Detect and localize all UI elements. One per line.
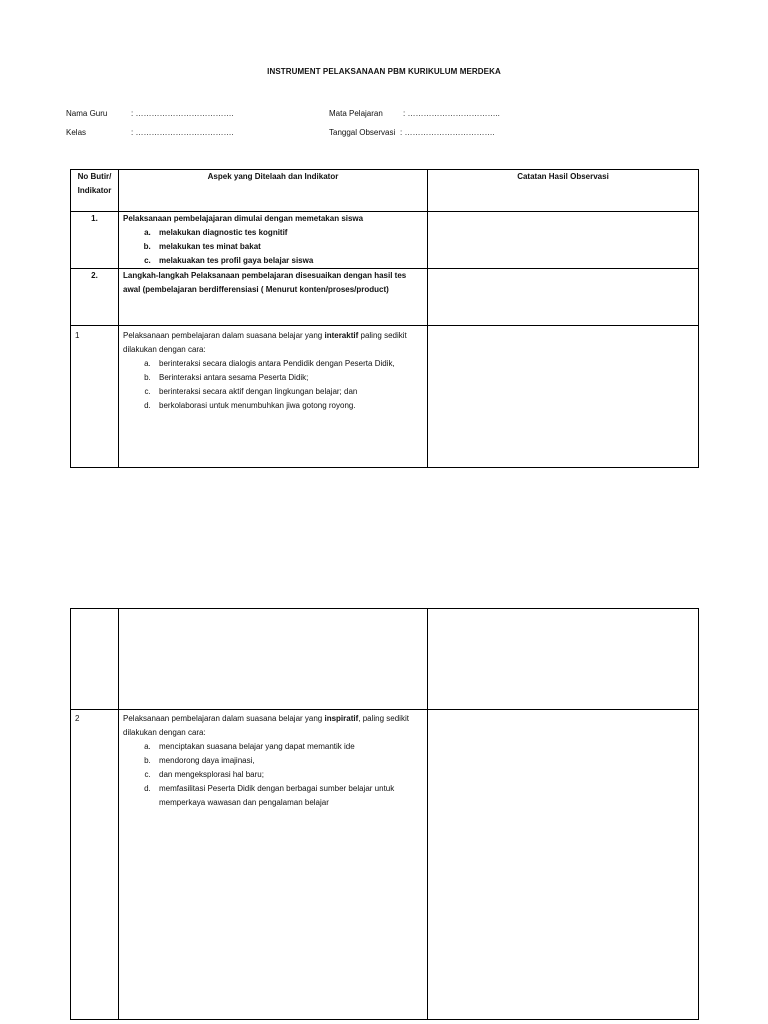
table-row xyxy=(71,269,699,326)
indicator-list xyxy=(123,740,423,810)
list-item: b. Berinteraksi antara sesama Peserta Didik; xyxy=(153,371,423,385)
kelas-label: Kelas xyxy=(66,128,87,137)
table-row xyxy=(71,609,699,710)
row-number: 2. xyxy=(71,269,119,326)
row-aspek xyxy=(119,212,428,269)
kelas-value: : ………………………………. xyxy=(131,128,234,137)
row-aspek xyxy=(119,269,428,326)
list-item: c. melakuakan tes profil gaya belajar siswa xyxy=(153,254,423,268)
row-number: 2 xyxy=(71,710,119,1020)
row-aspek xyxy=(119,326,428,468)
row-title: Pelaksanaan pembelajajaran dimulai dengan memetakan siswa xyxy=(123,214,364,223)
list-item: a. berinteraksi secara dialogis antara Pendidik dengan Peserta Didik, xyxy=(153,357,423,371)
list-item: d. memfasilitasi Peserta Didik dengan berbagai sumber belajar untuk memperkaya wawasan dan pengalaman belajar xyxy=(153,782,423,810)
list-item: d. berkolaborasi untuk menumbuhkan jiwa gotong royong. xyxy=(153,399,423,413)
row-intro: Pelaksanaan pembelajaran dalam suasana belajar yang interaktif paling sedikit dilakukan dengan cara: xyxy=(123,331,407,354)
list-item: a. melakukan diagnostic tes kognitif xyxy=(153,226,423,240)
observation-note-cell[interactable] xyxy=(428,326,699,468)
tanggal-observasi-label: Tanggal Observasi xyxy=(329,128,396,137)
row-title: Langkah-langkah Pelaksanaan pembelajaran disesuaikan dengan hasil tes awal (pembelajaran berdifferensiasi ( Menurut konten/proses/product) xyxy=(123,271,407,294)
header-no: No Butir/ Indikator xyxy=(71,170,119,212)
observation-table-2 xyxy=(70,608,699,1020)
table-row xyxy=(71,326,699,468)
observation-note-cell[interactable] xyxy=(428,609,699,710)
row-aspek xyxy=(119,710,428,1020)
list-item: a. menciptakan suasana belajar yang dapat memantik ide xyxy=(153,740,423,754)
observation-table-1 xyxy=(70,169,699,468)
row-aspek xyxy=(119,609,428,710)
document-title: INSTRUMENT PELAKSANAAN PBM KURIKULUM MERDEKA xyxy=(267,67,501,76)
row-number: 1. xyxy=(71,212,119,269)
indicator-list xyxy=(123,226,423,268)
list-item: b. mendorong daya imajinasi, xyxy=(153,754,423,768)
list-item: c. berinteraksi secara aktif dengan lingkungan belajar; dan xyxy=(153,385,423,399)
mata-pelajaran-value: : …………………………….. xyxy=(403,109,500,118)
indicator-list xyxy=(123,357,423,413)
row-number: 1 xyxy=(71,326,119,468)
header-catatan: Catatan Hasil Observasi xyxy=(428,170,699,212)
header-aspek: Aspek yang Ditelaah dan Indikator xyxy=(119,170,428,212)
tanggal-observasi-value: : ……………………………. xyxy=(400,128,495,137)
observation-note-cell[interactable] xyxy=(428,212,699,269)
table-row xyxy=(71,710,699,1020)
observation-note-cell[interactable] xyxy=(428,269,699,326)
mata-pelajaran-label: Mata Pelajaran xyxy=(329,109,383,118)
table-row xyxy=(71,212,699,269)
nama-guru-value: : ………………………………. xyxy=(131,109,234,118)
list-item: b. melakukan tes minat bakat xyxy=(153,240,423,254)
row-intro: Pelaksanaan pembelajaran dalam suasana belajar yang inspiratif, paling sedikit dilakukan dengan cara: xyxy=(123,714,409,737)
list-item: c. dan mengeksplorasi hal baru; xyxy=(153,768,423,782)
row-number xyxy=(71,609,119,710)
observation-note-cell[interactable] xyxy=(428,710,699,1020)
table-header-row xyxy=(71,170,699,212)
nama-guru-label: Nama Guru xyxy=(66,109,108,118)
